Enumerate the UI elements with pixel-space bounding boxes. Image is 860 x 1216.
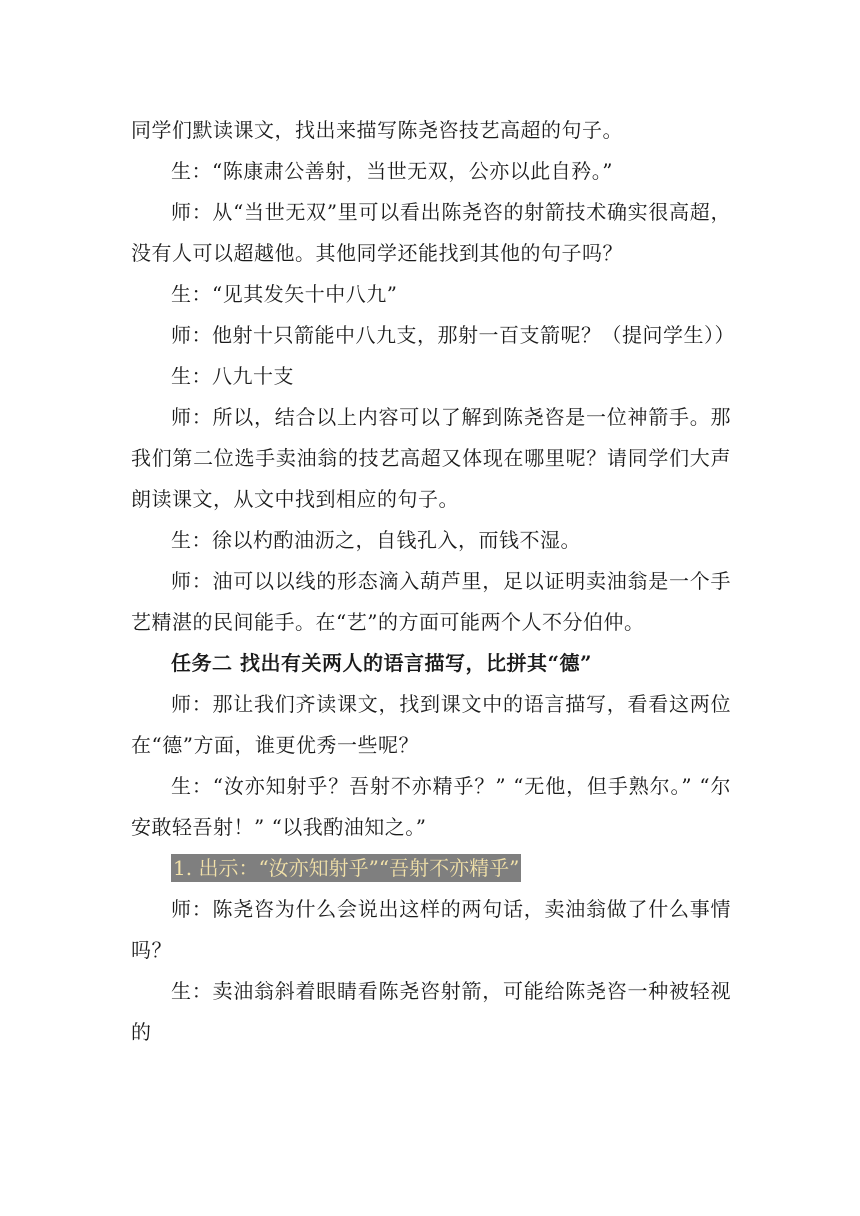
- paragraph: 同学们默读课文，找出来描写陈尧咨技艺高超的句子。: [131, 118, 623, 142]
- paragraph: 师：从“当世无双”里可以看出陈尧咨的射箭技术确实很高超，没有人可以超越他。其他同学还能找到其他的句子吗？: [131, 200, 731, 265]
- paragraph: 师：所以，结合以上内容可以了解到陈尧咨是一位神箭手。那我们第二位选手卖油翁的技艺高超又体现在哪里呢？请同学们大声朗读课文，从文中找到相应的句子。: [131, 405, 731, 511]
- document-body: [131, 110, 735, 1053]
- paragraph: 生：八九十支: [171, 364, 294, 388]
- highlighted-prompt: 1. 出示：“汝亦知射乎”“吾射不亦精乎”: [173, 856, 520, 880]
- paragraph: 生：“陈康肃公善射，当世无双，公亦以此自矜。”: [171, 159, 613, 183]
- paragraph: 师：他射十只箭能中八九支，那射一百支箭呢？（提问学生））: [171, 323, 735, 347]
- paragraph: 师：那让我们齐读课文，找到课文中的语言描写，看看这两位在“德”方面，谁更优秀一些呢？: [131, 692, 731, 757]
- highlighted-prompt-line: [131, 848, 731, 889]
- paragraph: 生：“汝亦知射乎？吾射不亦精乎？” “无他，但手熟尔。” “尔安敢轻吾射！” “以我酌油知之。”: [131, 774, 731, 839]
- paragraph: 生：“见其发矢十中八九”: [171, 282, 398, 306]
- paragraph: 生：卖油翁斜着眼睛看陈尧咨射箭，可能给陈尧咨一种被轻视的: [131, 979, 731, 1044]
- paragraph: 生：徐以杓酌油沥之，自钱孔入，而钱不湿。: [171, 528, 581, 552]
- paragraph: 师：油可以以线的形态滴入葫芦里，足以证明卖油翁是一个手艺精湛的民间能手。在“艺”的方面可能两个人不分伯仲。: [131, 569, 731, 634]
- paragraph: 师：陈尧咨为什么会说出这样的两句话，卖油翁做了什么事情吗？: [131, 897, 731, 962]
- task-heading: 任务二 找出有关两人的语言描写，比拼其“德”: [171, 651, 592, 675]
